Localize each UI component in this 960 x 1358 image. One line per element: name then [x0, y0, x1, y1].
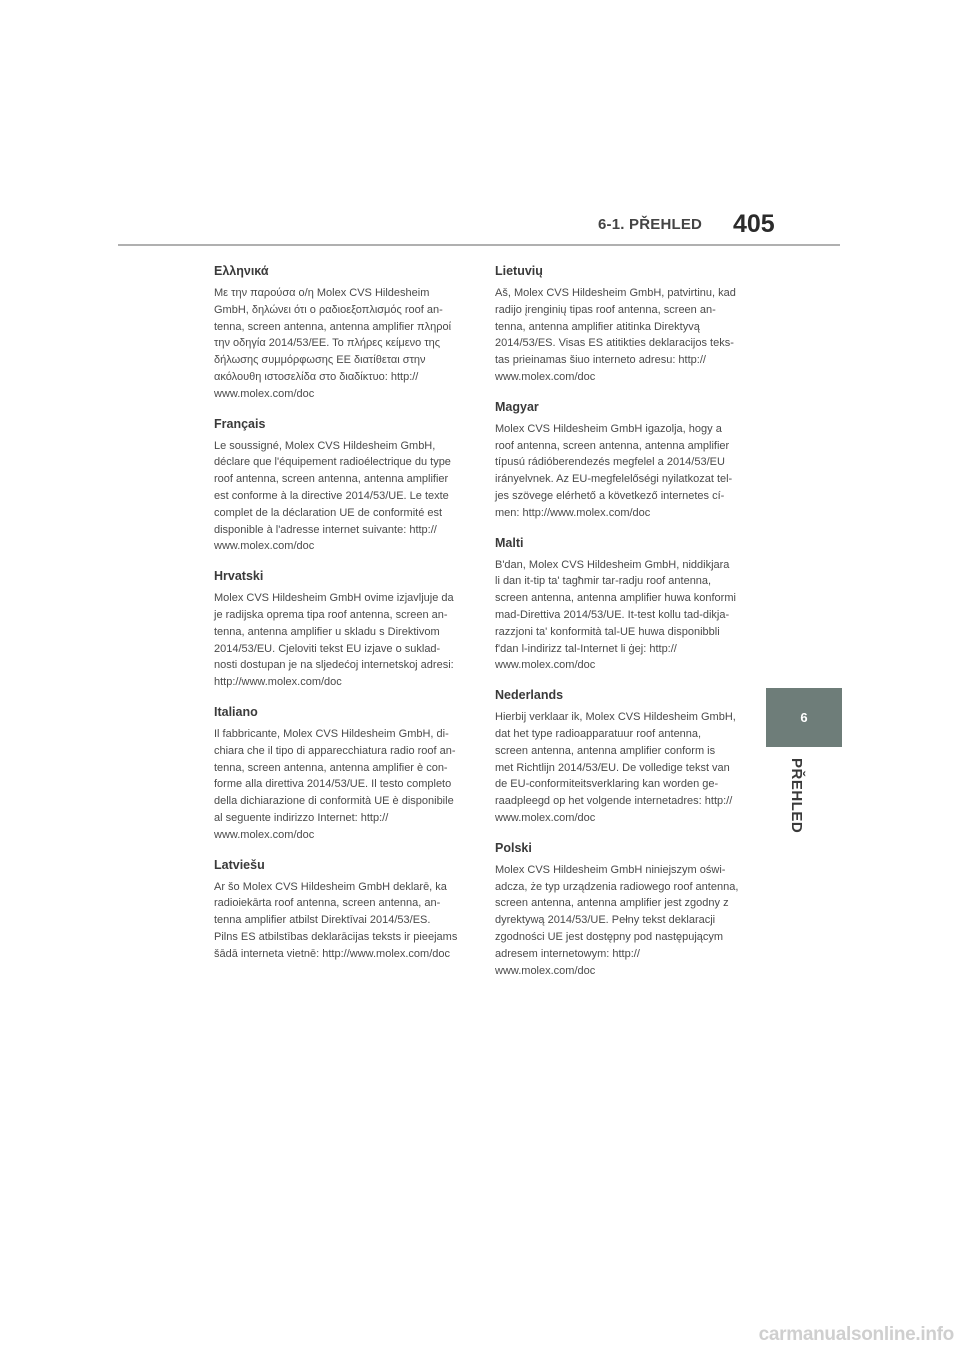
- section-body: Molex CVS Hildesheim GmbH ovime izjavljuje da je radijska oprema tipa roof antenna, screen an- tenna, antenna amplifier u skladu s Direktivom 2014/53/EU. Cjeloviti tekst EU izjave o suklad- nosti dostupan je na sljedećoj internetskoj adresi: http://www.molex.com/doc: [214, 592, 454, 689]
- section-body: Hierbij verklaar ik, Molex CVS Hildesheim GmbH, dat het type radioapparatuur roof antenna, screen antenna, antenna amplifier conform is met Richtlijn 2014/53/EU. De volledige tekst van de EU-conformiteitsverklaring kan worden ge- raadpleegd op het volgende internetadres: http:// www.molex.com/doc: [495, 711, 736, 824]
- section-body: Molex CVS Hildesheim GmbH niniejszym oświ- adcza, że typ urządzenia radiowego roof antenna, screen antenna, antenna amplifier jest zgodny z dyrektywą 2014/53/UE. Pełny tekst deklaracji zgodności UE jest dostępny pod następującym adresem internetowym: http:// www.molex.com/doc: [495, 863, 739, 977]
- chapter-number-tab: 6: [766, 688, 842, 747]
- chapter-title-vertical: PŘEHLED: [788, 758, 805, 834]
- section-heading: Hrvatski: [214, 569, 264, 584]
- language-section-maltese: [495, 536, 747, 675]
- language-section-croatian: [214, 569, 466, 691]
- watermark: carmanualsonline.info: [758, 1324, 954, 1345]
- language-section-dutch: [495, 688, 747, 827]
- language-section-italian: [214, 705, 466, 844]
- page-number: 405: [733, 210, 775, 238]
- section-body: Il fabbricante, Molex CVS Hildesheim GmbH, di- chiara che il tipo di apparecchiatura radio roof an- tenna, screen antenna, antenna amplifier è con- forme alla direttiva 2014/53/UE. Il testo completo della dichiarazione di conformità UE è disponibile al seguente indirizzo Internet: http:// www.molex.com/doc: [214, 727, 456, 841]
- section-body: Le soussigné, Molex CVS Hildesheim GmbH, déclare que l'équipement radioélectrique du type roof antenna, screen antenna, antenna amplifier est conforme à la directive 2014/53/UE. Le texte complet de la déclaration UE de conformité est disponible à l'adresse internet suivante: http:// www.molex.com/doc: [214, 439, 451, 553]
- section-heading: Malti: [495, 535, 524, 550]
- language-section-polish: [495, 841, 747, 980]
- right-column: [495, 264, 747, 993]
- language-section-greek: [214, 264, 466, 403]
- section-heading: Nederlands: [495, 688, 564, 703]
- section-heading: Magyar: [495, 399, 539, 414]
- language-section-hungarian: [495, 400, 747, 522]
- section-header: 6-1. PŘEHLED: [598, 216, 703, 233]
- section-heading: Latviešu: [214, 857, 265, 872]
- section-heading: Lietuvių: [495, 264, 543, 278]
- language-section-lithuanian: [495, 264, 747, 386]
- section-heading: Italiano: [214, 704, 258, 719]
- left-column: [214, 264, 466, 977]
- section-body: Με την παρούσα ο/η Molex CVS Hildesheim GmbH, δηλώνει ότι ο ραδιοεξοπλισμός roof an- tenna, screen antenna, antenna amplifier πληροί την οδηγία 2014/53/ΕΕ. Το πλήρες κείμενο της δήλωσης συμμόρφωσης ΕΕ διατίθεται στην ακόλουθη ιστοσελίδα στο διαδίκτυο: http:// www.molex.com/doc: [214, 287, 452, 400]
- section-body: B'dan, Molex CVS Hildesheim GmbH, niddikjara li dan it-tip ta' tagħmir tar-radju roof antenna, screen antenna, antenna amplifier huwa konformi mad-Direttiva 2014/53/UE. It-test kollu tad-dikja- razzjoni ta' konformità tal-UE huwa disponibbli f'dan l-indirizz tal-Internet li ġej: http:// www.molex.com/doc: [495, 558, 736, 672]
- section-body: Molex CVS Hildesheim GmbH igazolja, hogy a roof antenna, screen antenna, antenna amplifier típusú rádióberendezés megfelel a 2014/53/EU irányelvnek. Az EU-megfelelőségi nyilatkozat tel- jes szövege elérhető a következő internetes cí- men: http://www.molex.com/doc: [495, 422, 733, 519]
- section-body: Aš, Molex CVS Hildesheim GmbH, patvirtinu, kad radijo įrenginių tipas roof antenna, screen an- tenna, antenna amplifier atitinka Direktyvą 2014/53/ES. Visas ES atitikties deklaracijos teks- tas prieinamas šiuo interneto adresu: http:// www.molex.com/doc: [495, 287, 736, 383]
- section-heading: Français: [214, 416, 266, 431]
- section-body: Ar šo Molex CVS Hildesheim GmbH deklarē, ka radioiekārta roof antenna, screen antenna, an- tenna amplifier atbilst Direktīvai 2014/53/ES. Pilns ES atbilstības deklarācijas teksts ir pieejams šādā interneta vietnē: http://www.molex.com/doc: [214, 880, 458, 960]
- section-heading: Ελληνικά: [214, 264, 269, 278]
- header-divider: [118, 244, 840, 246]
- language-section-french: [214, 417, 466, 556]
- section-heading: Polski: [495, 840, 532, 855]
- language-section-latvian: [214, 858, 466, 963]
